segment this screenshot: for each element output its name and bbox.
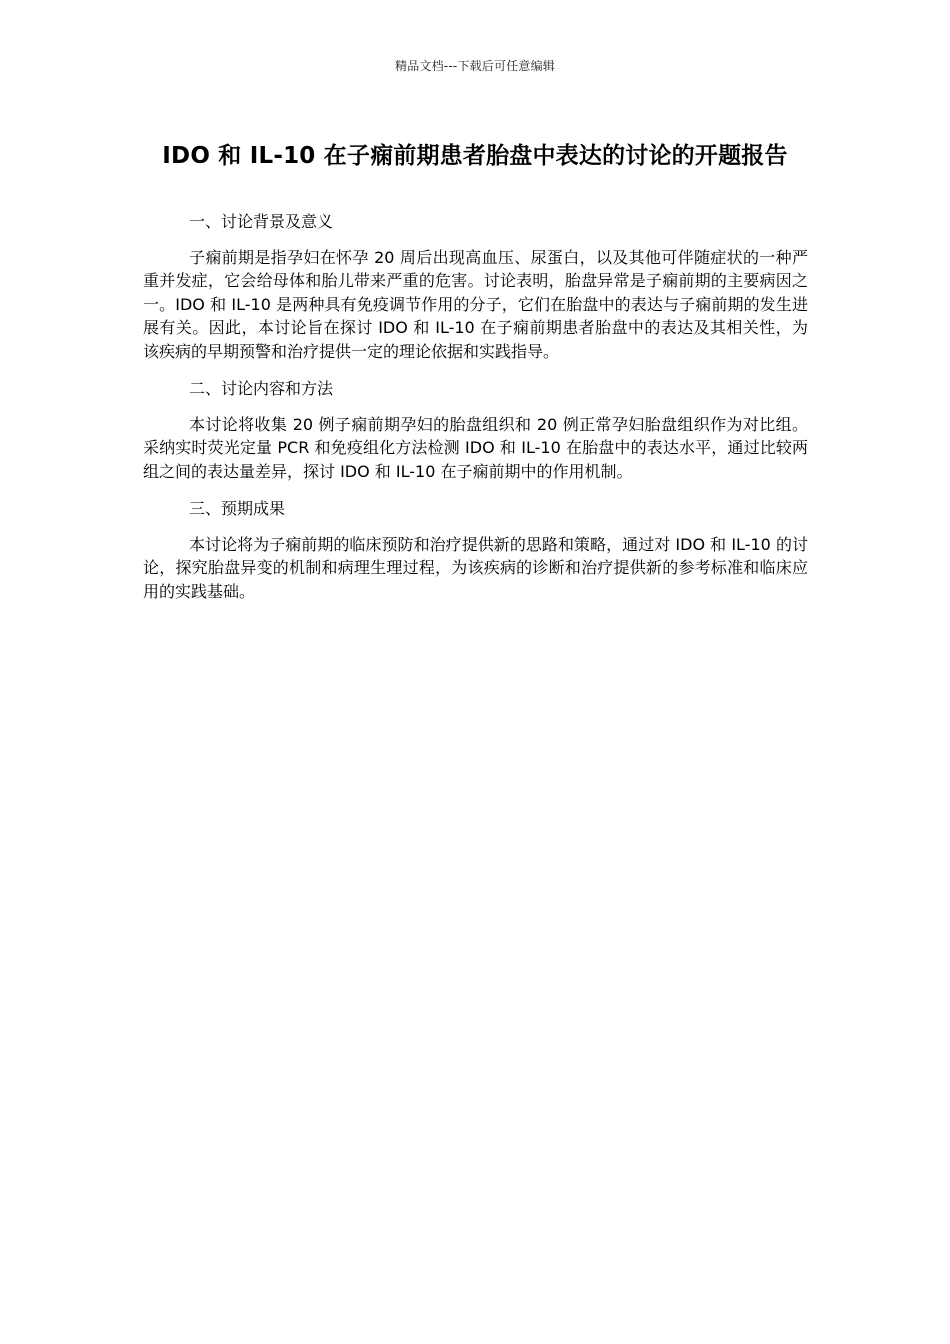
section-paragraph: 子痫前期是指孕妇在怀孕 20 周后出现高血压、尿蛋白，以及其他可伴随症状的一种严重并发症，它会给母体和胎儿带来严重的危害。讨论表明，胎盘异常是子痫前期的主要病因之一。IDO 和 IL-10 是两种具有免疫调节作用的分子，它们在胎盘中的表达与子痫前期的发生进展有关。因此，本讨论旨在探讨 IDO 和 IL-10 在子痫前期患者胎盘中的表达及其相关性，为该疾病的早期预警和治疗提供一定的理论依据和实践指导。 bbox=[143, 247, 808, 361]
section-paragraph: 本讨论将为子痫前期的临床预防和治疗提供新的思路和策略，通过对 IDO 和 IL-10 的讨论，探究胎盘异变的机制和病理生理过程，为该疾病的诊断和治疗提供新的参考标准和临床应用的实践基础。 bbox=[143, 534, 808, 601]
section-paragraph: 本讨论将收集 20 例子痫前期孕妇的胎盘组织和 20 例正常孕妇胎盘组织作为对比组。采纳实时荧光定量 PCR 和免疫组化方法检测 IDO 和 IL-10 在胎盘中的表达水平，通过比较两组之间的表达量差异，探讨 IDO 和 IL-10 在子痫前期中的作用机制。 bbox=[143, 414, 808, 481]
section-background bbox=[143, 210, 808, 363]
section-expected-results bbox=[143, 497, 808, 603]
header-note: 精品文档---下载后可任意编辑 bbox=[395, 59, 555, 73]
section-heading: 二、讨论内容和方法 bbox=[189, 379, 334, 398]
document-body bbox=[143, 210, 808, 617]
section-heading: 一、讨论背景及意义 bbox=[189, 212, 334, 231]
section-content-methods bbox=[143, 377, 808, 483]
document-title: IDO 和 IL-10 在子痫前期患者胎盘中表达的讨论的开题报告 bbox=[162, 143, 788, 169]
section-heading: 三、预期成果 bbox=[189, 499, 286, 518]
